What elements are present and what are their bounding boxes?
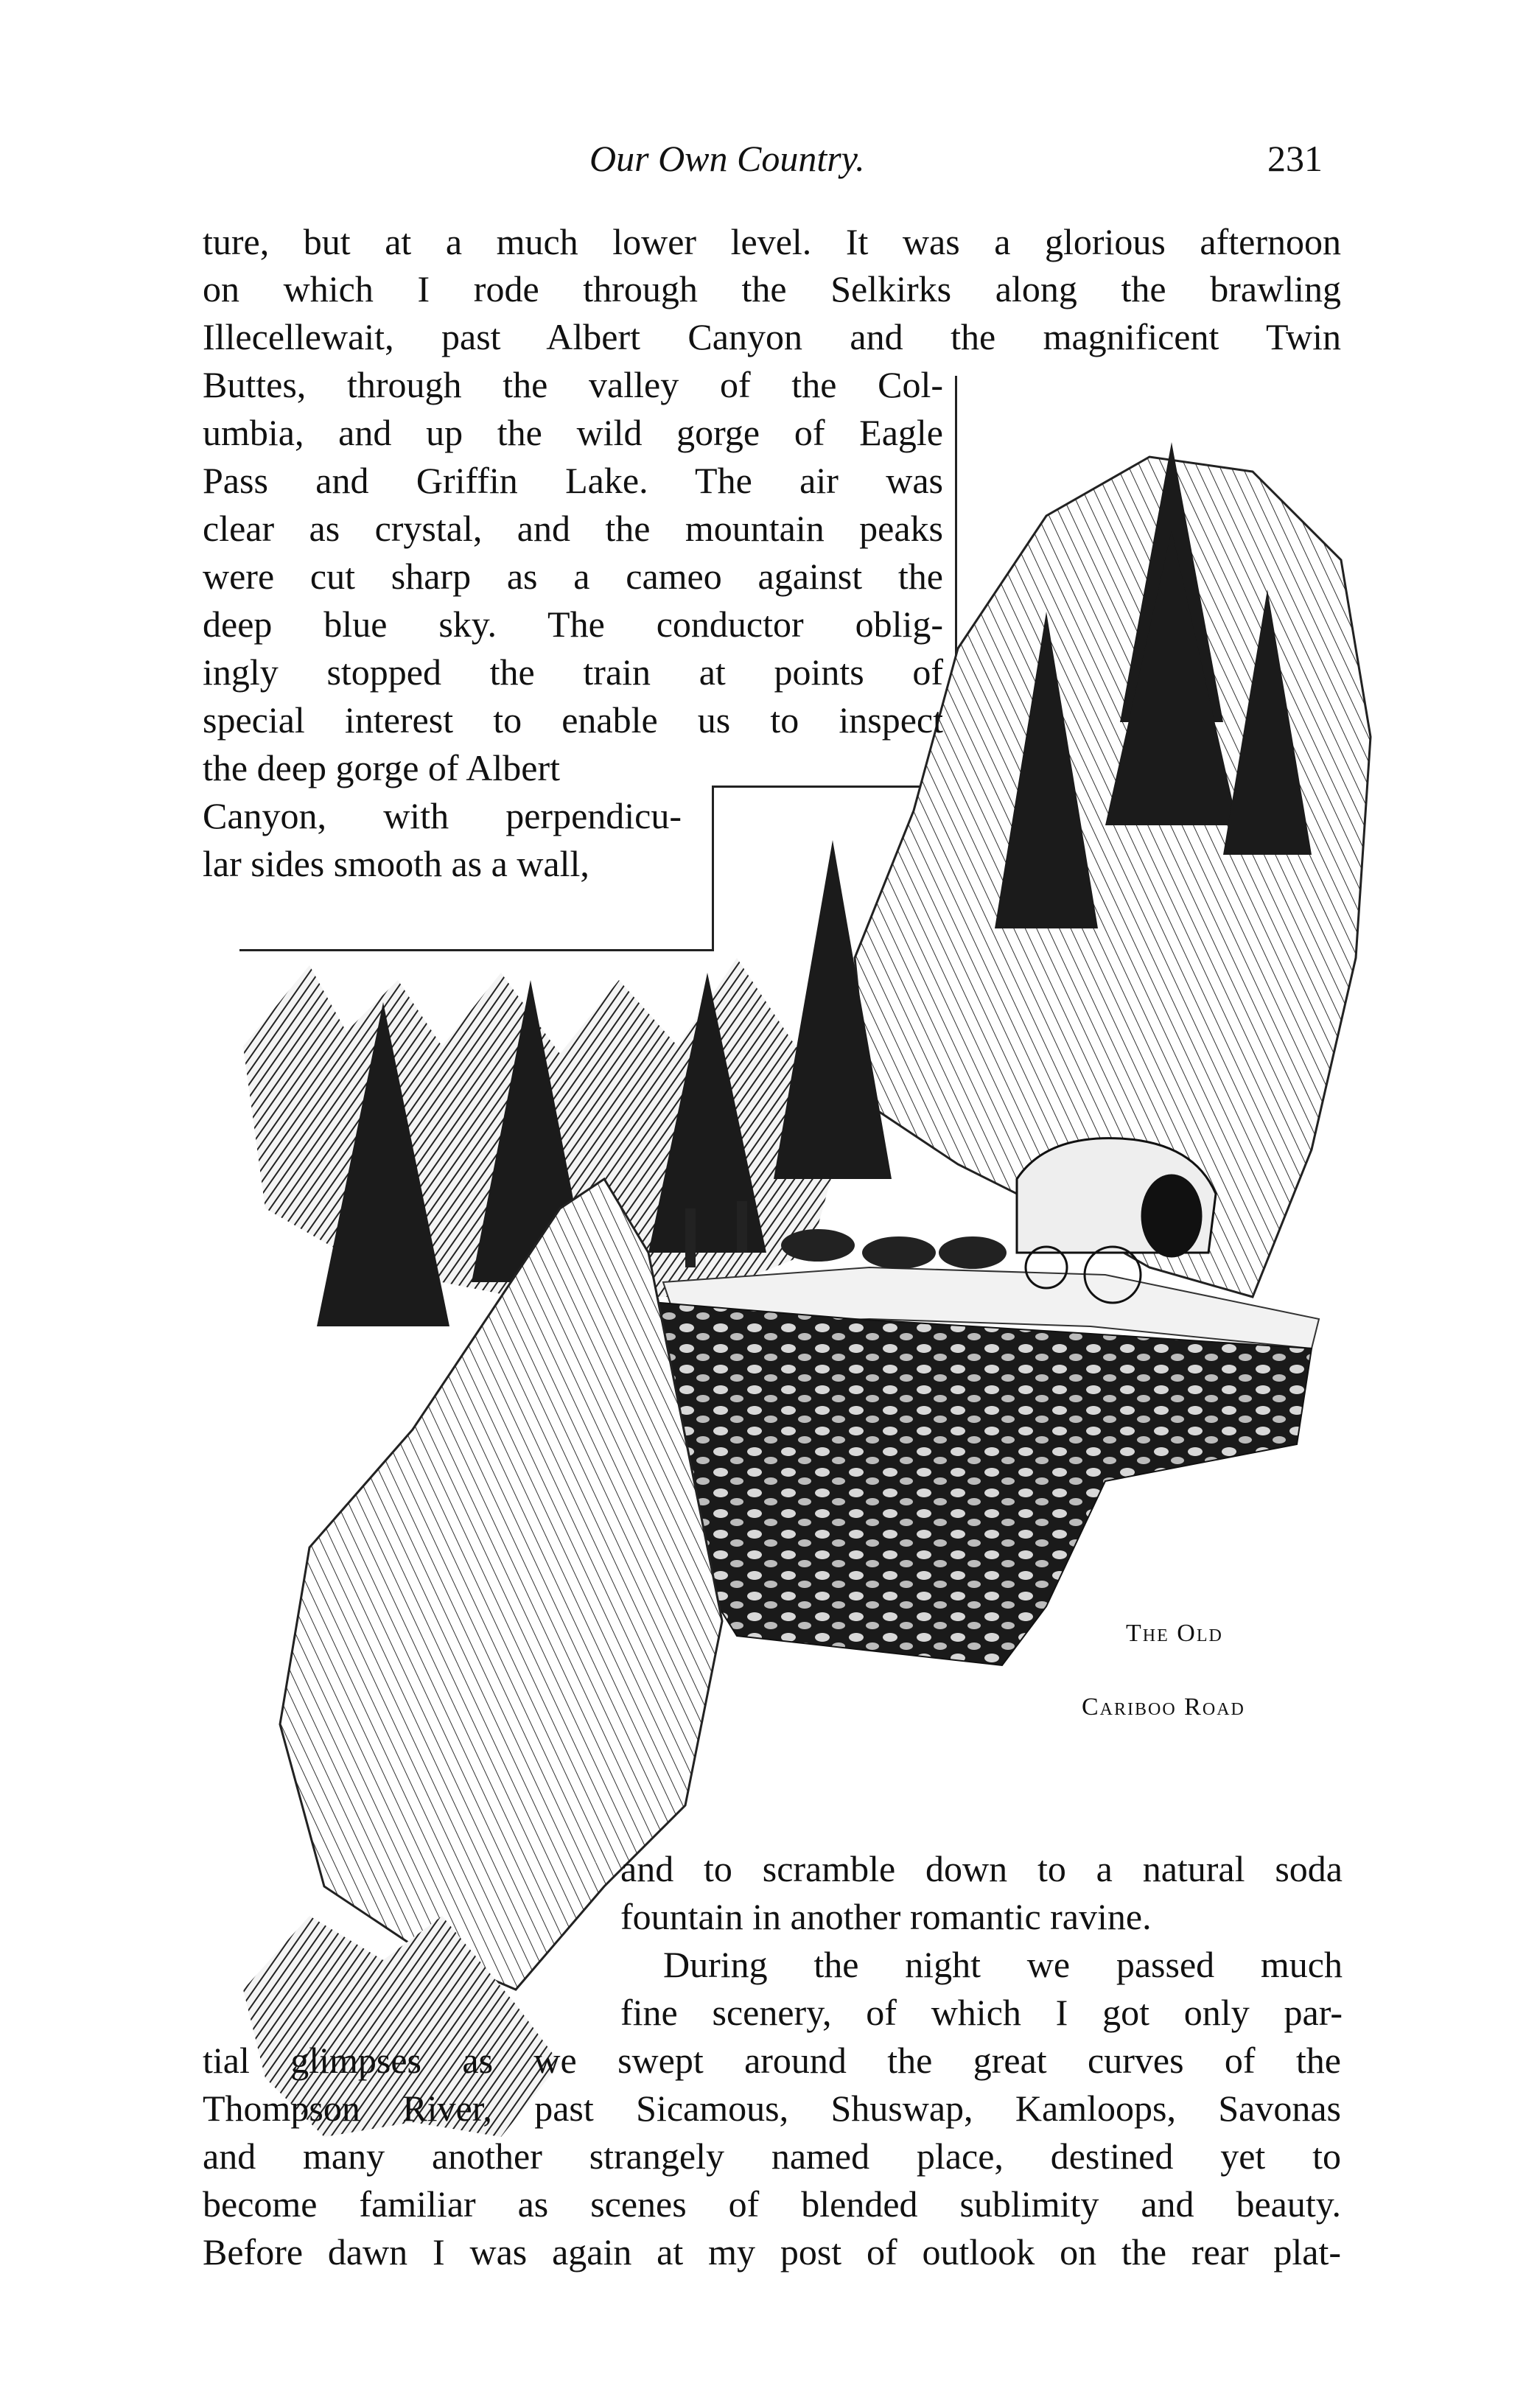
body-line-5: umbia, and up the wild gorge of Eagle: [203, 412, 943, 453]
body-line-23: Before dawn I was again at my post of outlook on the rear plat-: [203, 2231, 1341, 2273]
body-line-19: tial glimpses as we swept around the great curves of the: [203, 2040, 1341, 2081]
body-line-15: and to scramble down to a natural soda: [620, 1848, 1343, 1889]
body-line-12: the deep gorge of Albert: [203, 747, 561, 788]
page-number: 231: [1267, 138, 1323, 179]
body-line-7: clear as crystal, and the mountain peaks: [203, 508, 943, 549]
body-line-21: and many another strangely named place, destined yet to: [203, 2135, 1341, 2177]
body-line-9: deep blue sky. The conductor oblig-: [203, 604, 943, 645]
running-title: Our Own Country.: [589, 138, 865, 179]
body-line-22: become familiar as scenes of blended sublimity and beauty.: [203, 2183, 1341, 2225]
body-line-3: Illecellewait, past Albert Canyon and the magnificent Twin: [203, 316, 1341, 357]
body-line-18: fine scenery, of which I got only par-: [620, 1992, 1343, 2033]
body-line-14: lar sides smooth as a wall,: [203, 843, 589, 884]
body-line-10: ingly stopped the train at points of: [203, 651, 943, 693]
body-line-2: on which I rode through the Selkirks along the brawling: [203, 268, 1341, 309]
body-line-11: special interest to enable us to inspect: [203, 699, 943, 741]
caption-line-1: The Old: [1126, 1620, 1223, 1647]
body-line-20: Thompson River, past Sicamous, Shuswap, Kamloops, Savonas: [203, 2088, 1341, 2129]
frame-vertical-mid: [712, 786, 714, 951]
body-line-13: Canyon, with perpendicu-: [203, 795, 682, 836]
frame-horizontal-bottom: [239, 949, 714, 951]
body-line-8: were cut sharp as a cameo against the: [203, 556, 943, 597]
caption-line-2: Cariboo Road: [1082, 1693, 1245, 1721]
body-line-6: Pass and Griffin Lake. The air was: [203, 460, 943, 501]
body-line-4: Buttes, through the valley of the Col-: [203, 364, 943, 405]
body-line-17: During the night we passed much: [663, 1944, 1343, 1985]
body-line-1: ture, but at a much lower level. It was a glorious afternoon: [203, 221, 1341, 262]
body-line-16: fountain in another romantic ravine.: [620, 1896, 1152, 1937]
